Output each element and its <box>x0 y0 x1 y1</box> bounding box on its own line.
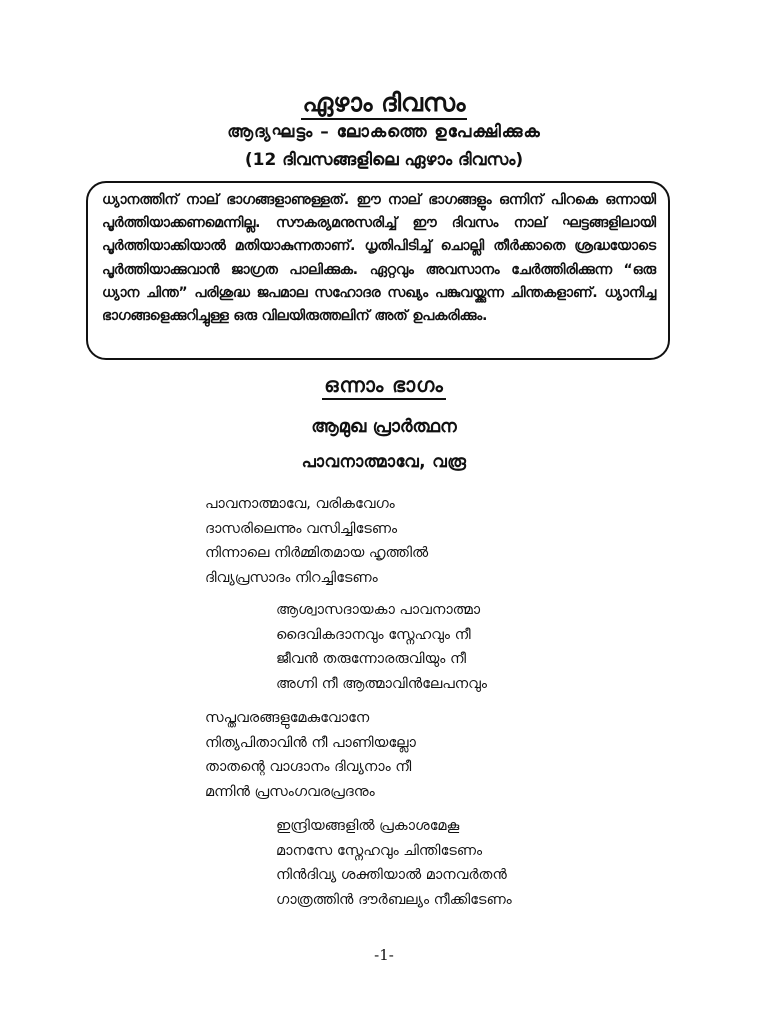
song-title: പാവനാത്മാവേ, വരൂ <box>301 452 467 471</box>
stanza-line: ജീവൻ തരുന്നോരരുവിയും നീ <box>276 651 467 667</box>
stanza-line: പാവനാത്മാവേ, വരികവേഗം <box>205 496 395 512</box>
stanza-3 <box>205 706 416 804</box>
intro-text: ധ്യാനത്തിന് നാല് ഭാഗങ്ങളാണുള്ളത്. ഈ നാല് ഭാഗങ്ങളും ഒന്നിന് പിറകെ ഒന്നായി പൂർത്തിയാക്കണമെന്നില്ല. സൗകര്യമനുസരിച്ച് ഈ ദിവസം നാല് ഘട്ടങ്ങളിലായി പൂർത്തിയാക്കിയാൽ മതിയാകുന്നതാണ്. ധൃതിപിടിച്ച് ചൊല്ലി തീർക്കാതെ ശ്രദ്ധയോടെ പൂർത്തിയാക്കുവാൻ ജാഗ്രത പാലിക്കുക. ഏറ്റവും അവസാനം ചേർത്തിരിക്കുന്ന “ഒരു ധ്യാന ചിന്ത” പരിശുദ്ധ ജപമാല സഹോദര സഖ്യം പങ്കുവയ്ക്കുന്ന ചിന്തകളാണ്. ധ്യാനിച്ച ഭാഗങ്ങളെക്കുറിച്ചുള്ള ഒരു വിലയിരുത്തലിന് അത് ഉപകരിക്കും. <box>102 192 656 325</box>
page-subtitle: ആദ്യഘട്ടം – ലോകത്തെ ഉപേക്ഷിക്കുക <box>227 122 541 142</box>
intro-box <box>86 181 670 360</box>
stanza-1 <box>205 492 428 590</box>
stanza-line: മന്നിൻ പ്രസംഗവരപ്രദനും <box>205 783 375 800</box>
page-title <box>0 88 768 118</box>
stanza-line: നിന്നാലെ നിർമ്മിതമായ ഹൃത്തിൽ <box>205 545 429 561</box>
stanza-line: ദിവ്യപ്രസാദം നിറച്ചിടേണം <box>205 569 378 586</box>
prayer-title: ആമുഖ പ്രാർത്ഥന <box>311 416 457 437</box>
stanza-line: ദൈവികദാനവും സ്നേഹവും നീ <box>276 626 471 643</box>
stanza-2 <box>276 598 487 696</box>
section-title-text: ഒന്നാം ഭാഗം <box>322 373 446 400</box>
stanza-line: നിൻദിവ്യ ശക്തിയാൽ മാനവർതൻ <box>276 867 507 883</box>
section-title <box>0 373 768 397</box>
stanza-line: ഗാത്രത്തിൻ ദൗർബല്യം നീക്കിടേണം <box>276 891 512 908</box>
stanza-line: ഇന്ദ്രിയങ്ങളിൽ പ്രകാശമേകൂ <box>276 818 460 834</box>
stanza-line: ദാസരിലെന്നും വസിച്ചിടേണം <box>205 520 398 537</box>
stanza-line: മാനസേ സ്നേഹവും ചിന്തിടേണം <box>276 842 483 859</box>
stanza-line: അഗ്നി നീ ആത്മാവിൻലേപനവും <box>276 675 487 692</box>
stanza-line: നിത്യപിതാവിൻ നീ പാണിയല്ലോ <box>205 734 416 751</box>
page-subtitle-day: (12 ദിവസങ്ങളിലെ ഏഴാം ദിവസം) <box>244 150 524 170</box>
page-title-text: ഏഴാം ദിവസം <box>301 88 468 120</box>
stanza-line: ആശ്വാസദായകാ പാവനാത്മാ <box>276 602 481 618</box>
stanza-line: സപ്തവരങ്ങളുമേകുവോനേ <box>205 710 370 726</box>
stanza-4 <box>276 814 512 912</box>
stanza-line: താതന്റെ വാഗ്ദാനം ദിവ്യനാം നീ <box>205 759 412 775</box>
page-number: -1- <box>374 946 394 964</box>
